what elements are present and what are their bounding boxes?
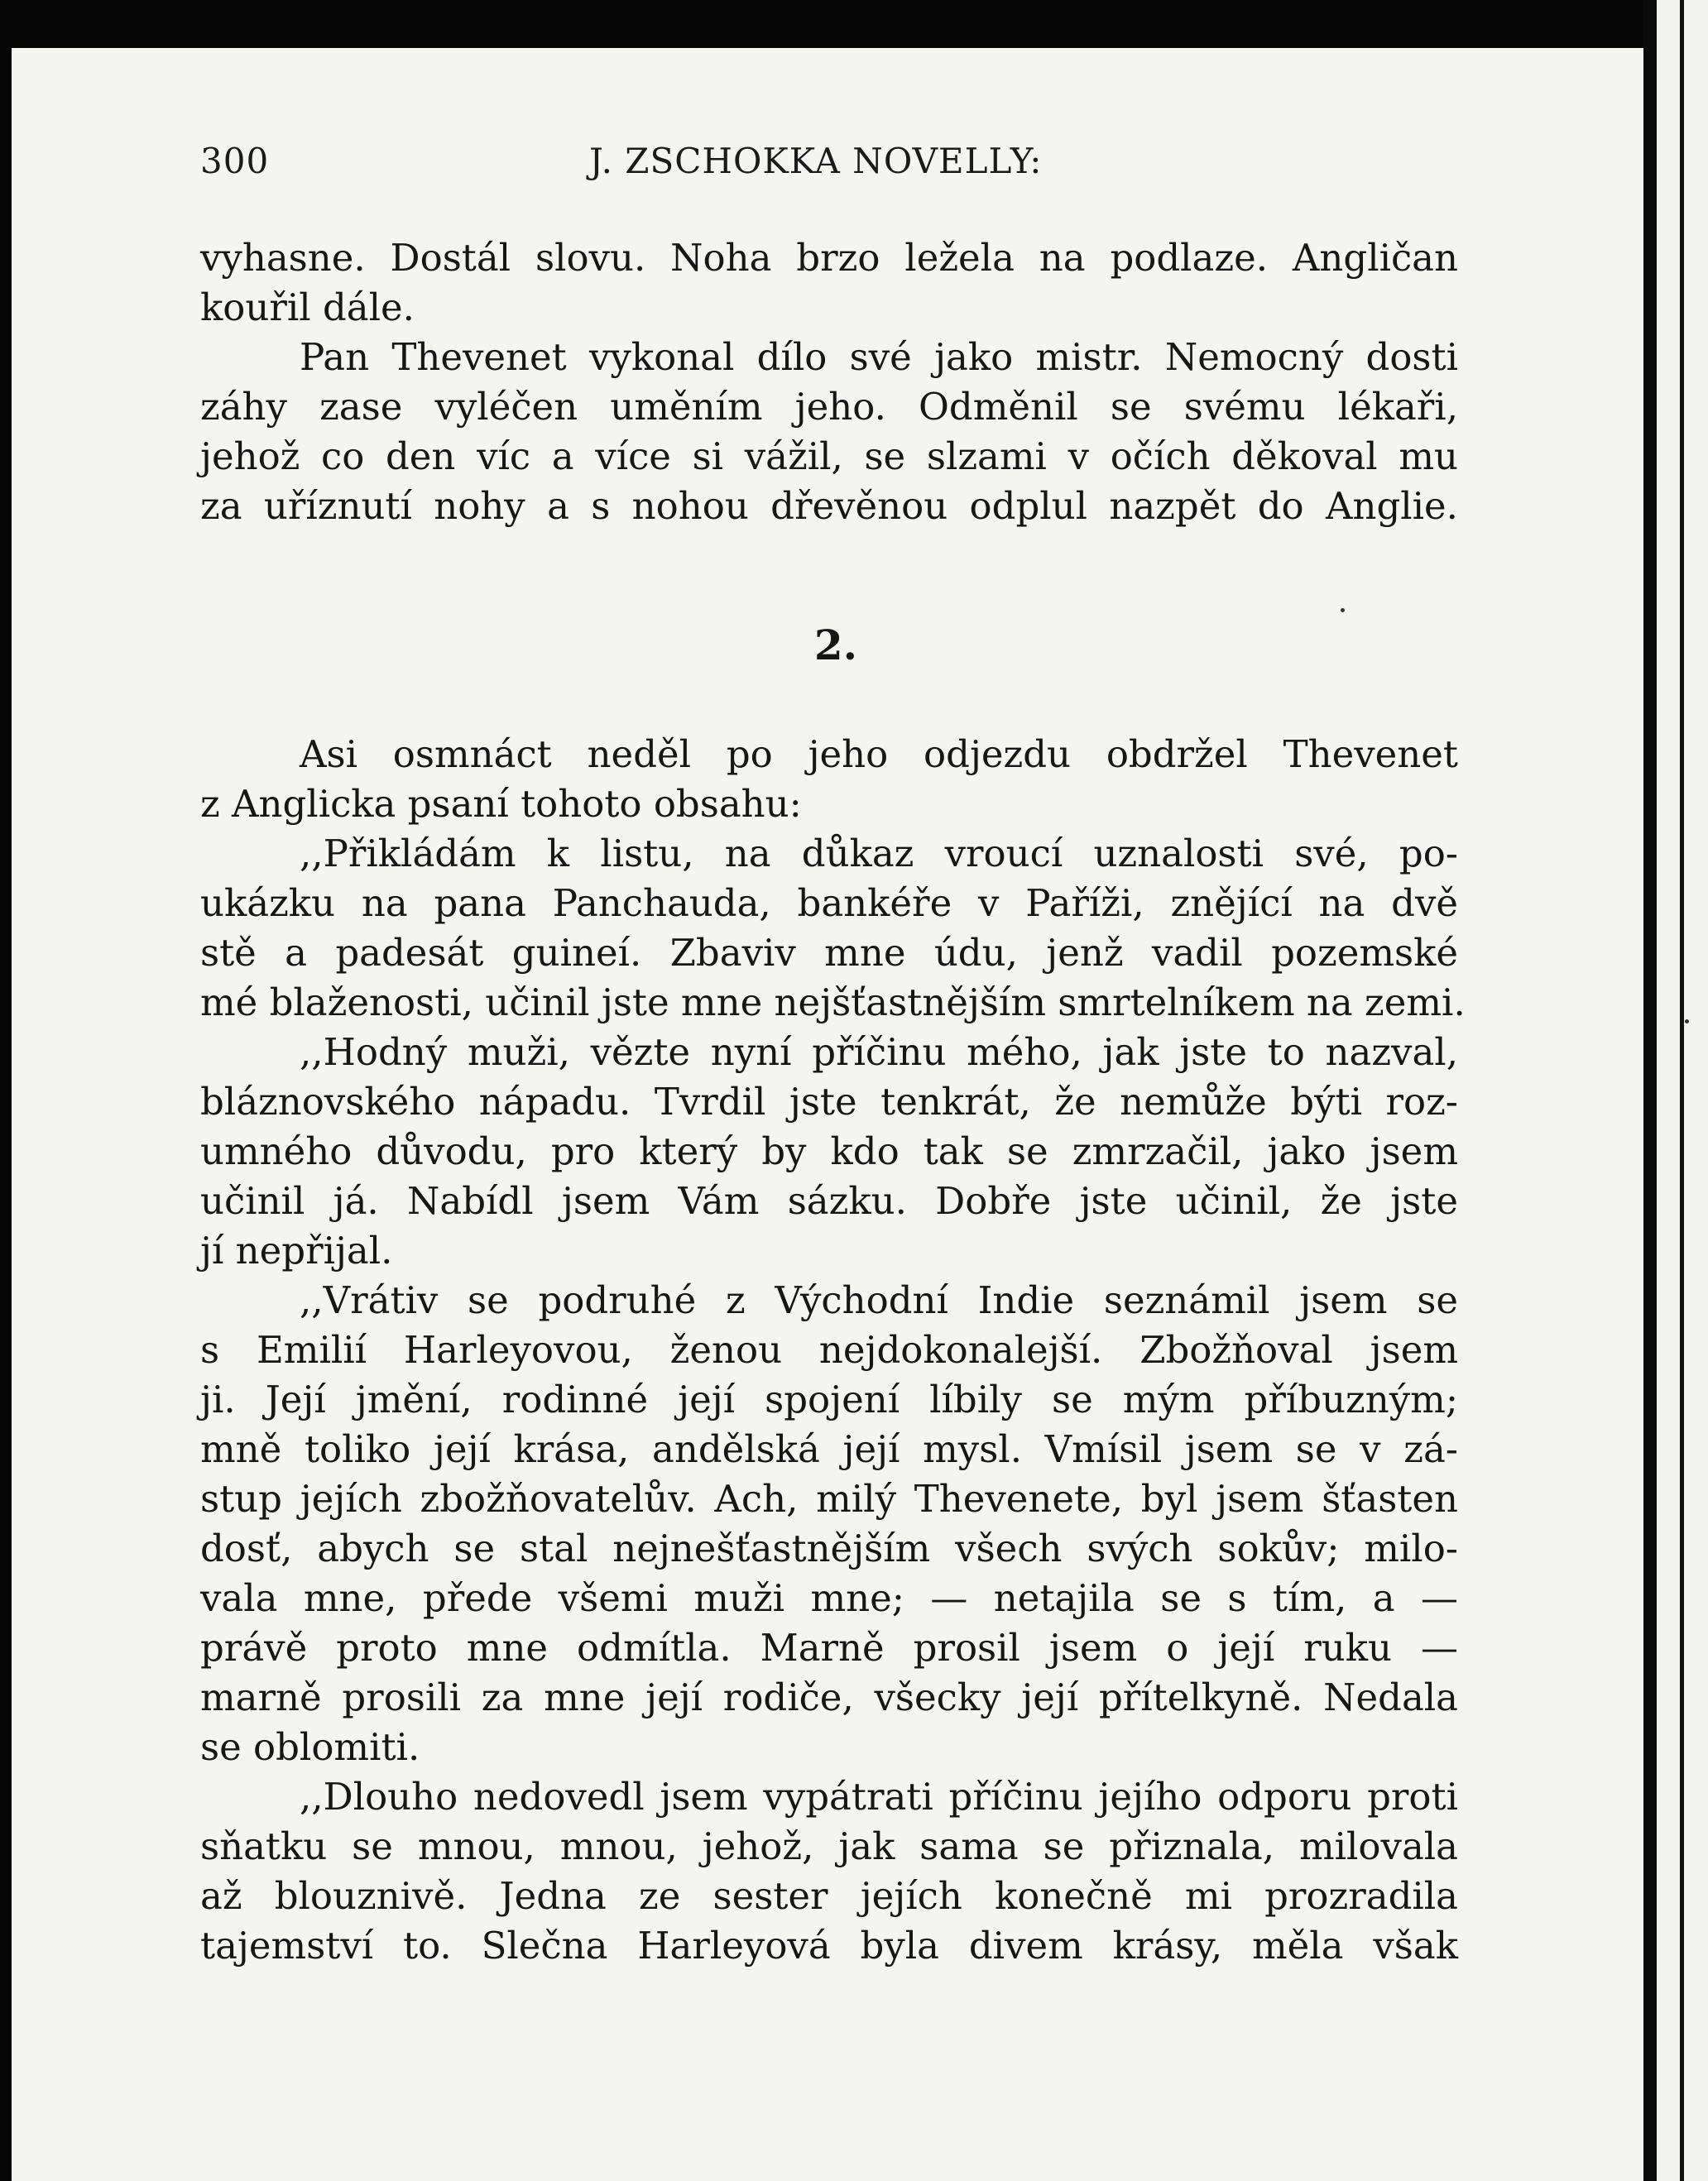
text-line: sňatku se mnou, mnou, jehož, jak sama se přiznala, milovala <box>200 1824 1458 1868</box>
text-line: ,,Vrátiv se podruhé z Východní Indie seznámil jsem se <box>300 1278 1458 1322</box>
running-header <box>200 132 1094 190</box>
text-line: ,,Přikládám k listu, na důkaz vroucí uznalosti své, po- <box>300 832 1458 875</box>
scan-speck <box>1341 608 1345 612</box>
text-line: ,,Hodný muži, vězte nyní příčinu mého, jak jste to nazval, <box>300 1030 1458 1074</box>
text-line: Pan Thevenet vykonal dílo své jako mistr. Nemocný dosti <box>300 335 1458 379</box>
scan-border <box>1643 0 1657 2181</box>
text-line: stě a padesát guineí. Zbaviv mne údu, jenž vadil pozemské <box>200 931 1458 975</box>
page-number: 300 <box>200 141 270 181</box>
text-line: až blouznivě. Jedna ze sester jejích konečně mi prozradila <box>200 1874 1458 1918</box>
text-line: jehož co den víc a více si vážil, se slzami v očích děkoval mu <box>200 434 1458 478</box>
text-line: ji. Její jmění, rodinné její spojení líbily se mým příbuzným; <box>200 1378 1458 1421</box>
text-line: dosť, abych se stal nejnešťastnějším všech svých sokův; milo- <box>200 1527 1458 1570</box>
text-line: stup jejích zbožňovatelův. Ach, milý Thevenete, byl jsem šťasten <box>200 1477 1458 1521</box>
text-line: marně prosili za mne její rodiče, všecky její přítelkyně. Nedala <box>200 1675 1458 1719</box>
text-line: jí nepřijal. <box>200 1229 393 1273</box>
text-line: s Emilií Harleyovou, ženou nejdokonalejší. Zbožňoval jsem <box>200 1328 1458 1372</box>
text-line: vyhasne. Dostál slovu. Noha brzo ležela na podlaze. Angličan <box>200 236 1458 280</box>
text-line: učinil já. Nabídl jsem Vám sázku. Dobře jste učinil, že jste <box>200 1179 1458 1223</box>
text-line: tajemství to. Slečna Harleyová byla divem krásy, měla však <box>200 1924 1458 1968</box>
text-line: právě proto mne odmítla. Marně prosil jsem o její ruku — <box>200 1626 1458 1670</box>
text-line: umného důvodu, pro který by kdo tak se zmrzačil, jako jsem <box>200 1129 1458 1173</box>
text-line: ukázku na pana Panchauda, bankéře v Paříži, znějící na dvě <box>200 881 1458 925</box>
section-number: 2. <box>813 621 858 669</box>
text-line: mé blaženosti, učinil jste mne nejšťastnějším smrtelníkem na zemi. <box>200 980 1466 1024</box>
text-line: Asi osmnáct neděl po jeho odjezdu obdržel Thevenet <box>300 732 1458 776</box>
text-line: za uříznutí nohy a s nohou dřevěnou odplul nazpět do Anglie. <box>200 484 1458 528</box>
next-page-edge-line <box>1680 0 1684 2181</box>
text-line: ,,Dlouho nedovedl jsem vypátrati příčinu jejího odporu proti <box>300 1775 1458 1819</box>
text-line: bláznovského nápadu. Tvrdil jste tenkrát, že nemůže býti roz- <box>200 1080 1458 1124</box>
text-line: se oblomiti. <box>200 1725 420 1769</box>
text-line: kouřil dále. <box>200 285 415 329</box>
running-title: J. ZSCHOKKA NOVELLY: <box>589 141 1043 181</box>
text-line: vala mne, přede všemi muži mne; — netajila se s tím, a — <box>200 1576 1458 1620</box>
scan-speck <box>1685 1019 1689 1023</box>
text-line: mně toliko její krása, andělská její mysl. Vmísil jsem se v zá- <box>200 1427 1458 1471</box>
text-line: z Anglicka psaní tohoto obsahu: <box>200 782 802 826</box>
text-line: záhy zase vyléčen uměním jeho. Odměnil se svému lékaři, <box>200 385 1458 429</box>
